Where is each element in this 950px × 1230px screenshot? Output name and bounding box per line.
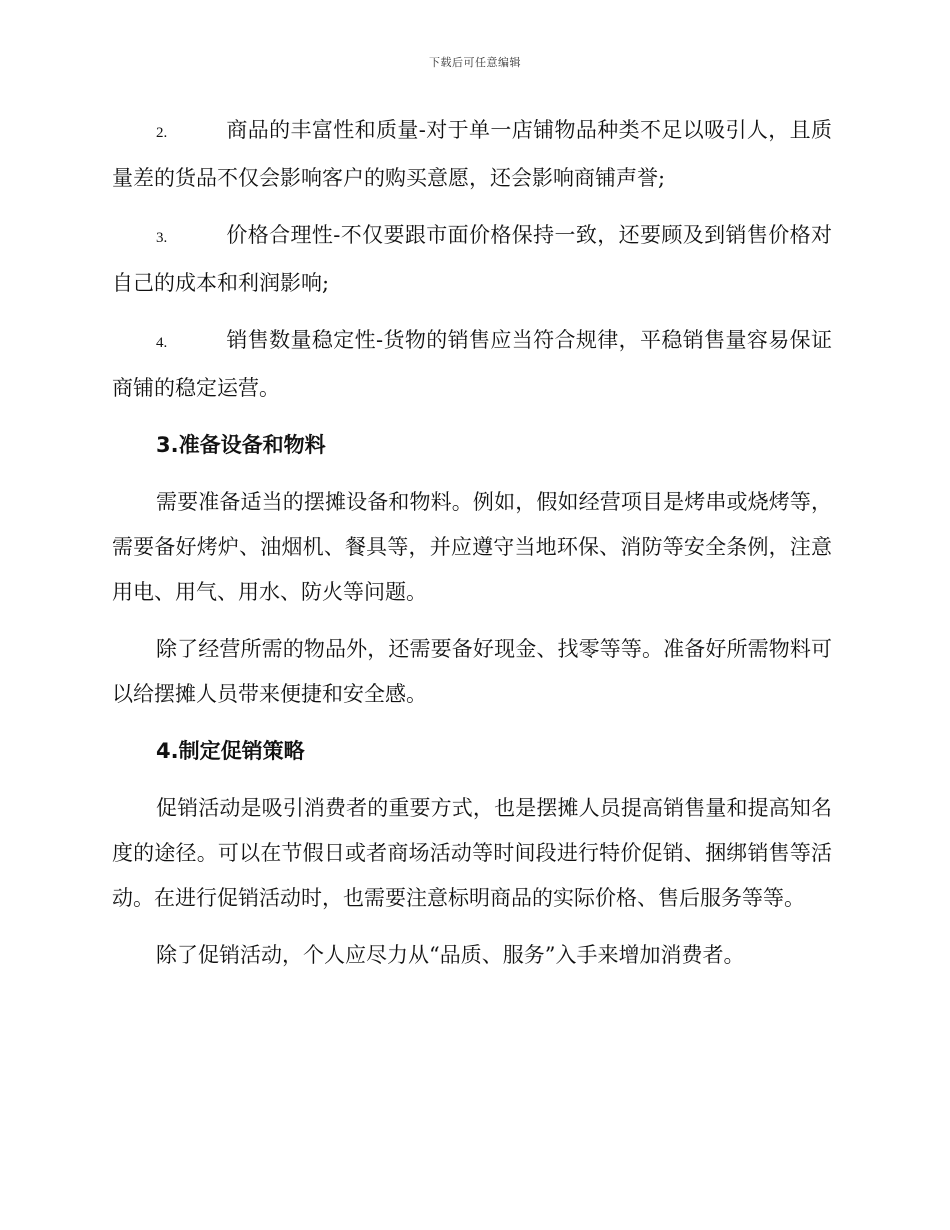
list-item-number: 2. — [156, 125, 168, 141]
list-item — [112, 108, 832, 201]
section-heading: 3.准备设备和物料 — [156, 433, 326, 457]
paragraph: 促销活动是吸引消费者的重要方式，也是摆摊人员提高销售量和提高知名度的途径。可以在节假日或者商场活动等时间段进行特价促销、捆绑销售等活动。在进行促销活动时，也需要注意标明商品的实际价格、售后服务等等。 — [112, 796, 832, 910]
document-body — [112, 108, 832, 990]
list-item-text: 销售数量稳定性-货物的销售应当符合规律，平稳销售量容易保证商铺的稳定运营。 — [112, 328, 832, 400]
list-item-number: 4. — [156, 335, 168, 351]
paragraph: 除了经营所需的物品外，还需要备好现金、找零等等。准备好所需物料可以给摆摊人员带来便捷和安全感。 — [112, 637, 832, 706]
list-item-text: 价格合理性-不仅要跟市面价格保持一致，还要顾及到销售价格对自己的成本和利润影响; — [112, 223, 832, 295]
page-header: 下载后可任意编辑 — [429, 56, 521, 69]
paragraph: 需要准备适当的摆摊设备和物料。例如，假如经营项目是烤串或烧烤等，需要备好烤炉、油烟机、餐具等，并应遵守当地环保、消防等安全条例，注意用电、用气、用水、防火等问题。 — [112, 490, 832, 604]
list-item-text: 商品的丰富性和质量-对于单一店铺物品种类不足以吸引人，且质量差的货品不仅会影响客户的购买意愿，还会影响商铺声誉; — [112, 118, 832, 190]
list-item — [112, 318, 832, 411]
list-item — [112, 213, 832, 306]
section-heading: 4.制定促销策略 — [156, 739, 305, 763]
paragraph: 除了促销活动，个人应尽力从“品质、服务”入手来增加消费者。 — [156, 943, 745, 967]
list-item-number: 3. — [156, 230, 168, 246]
